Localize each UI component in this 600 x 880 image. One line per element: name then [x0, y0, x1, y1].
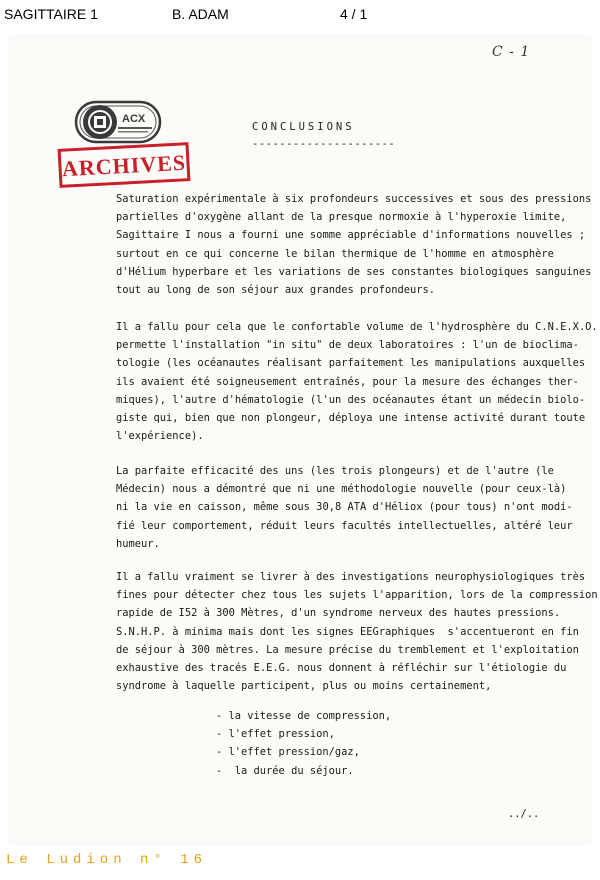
archives-stamp-text: ARCHIVES [61, 149, 187, 182]
bullet-item: - la vitesse de compression, [216, 710, 392, 722]
page-header [0, 6, 600, 28]
paragraph-1: Saturation expérimentale à six profondeurs successives et sous des pressions partielles d'oxygène allant de la presque normoxie à l'hyperoxie limite, Sagittaire I nous a fourni une somme appréciable d'informations nouvelles surtout en ce qui concerne le bilan thermique de l'homme en atmosphère d'Hélium hyperbare et les variations de ses constantes biologiques sanguines tout au long de son séjour aux grandes profondeurs. [116, 193, 592, 297]
archives-stamp [57, 142, 191, 189]
header-author: B. ADAM [172, 6, 229, 22]
continuation-mark: ../.. [508, 808, 540, 820]
bullet-item: - l'effet pression/gaz, [216, 746, 360, 759]
paragraph-2: Il a fallu pour cela que le confortable volume de l'hydrosphère du C.N.E.X.O. permette l'installation "in situ" de deux laboratoires : l'un de bioclima- tologie (les océanautes réalisant parfaitement les manipulations auxquelles ils avaient été soigneusement entraînés, pour la mesure des échanges ther- miques), l'autre d'hématologie (l'un des océanautes étant un médecin biolo- giste qui, bien que non plongeur, déploya une intense activité durant toute l'expérience). [116, 321, 598, 443]
acx-logo-stamp [72, 92, 164, 150]
bullet-item: - la durée du séjour. [216, 764, 354, 777]
bullet-item: - l'effet pression, [216, 728, 335, 741]
bullet-list [216, 707, 516, 780]
svg-text:ACX: ACX [122, 113, 146, 125]
header-page-number: 4 / 1 [340, 6, 368, 22]
header-left-label: SAGITTAIRE 1 [4, 6, 98, 22]
handwritten-corner-mark: C - 1 [492, 44, 531, 60]
footer-publication-label: Le Ludion n° 16 [6, 852, 208, 868]
title-underline: --------------------- [252, 138, 396, 150]
document-title: CONCLUSIONS [252, 121, 355, 133]
paragraph-3: La parfaite efficacité des uns (les trois plongeurs) et de l'autre (le Médecin) nous a démontré que ni une méthodologie nouvelle (pour ceux-là) ni la vie en caisson, même sous 30,8 ATA d'Héliox (pour tous) n'ont modi- fié leur comportement, réduit leurs facultés intellectuelles, altéré leur humeur. [116, 465, 573, 550]
paragraph-4: Il a fallu vraiment se livrer à des investigations neurophysiologiques très fines pour détecter chez tous les sujets l'apparition, lors de la compression rapide de I52 à 300 Mètres, d'un syndrome nerveux des hautes pressions. S.N.H.P. à minima mais dont les signes EEGraphiques s'accentueront en fin de séjour à 300 mètres. La mesure précise du tremblement et l'exploitation exhaustive des tracés E.E.G. nous donnent à réfléchir sur l'étiologie du syndrome à laquelle participent, plus ou moins certainement, [116, 571, 598, 693]
